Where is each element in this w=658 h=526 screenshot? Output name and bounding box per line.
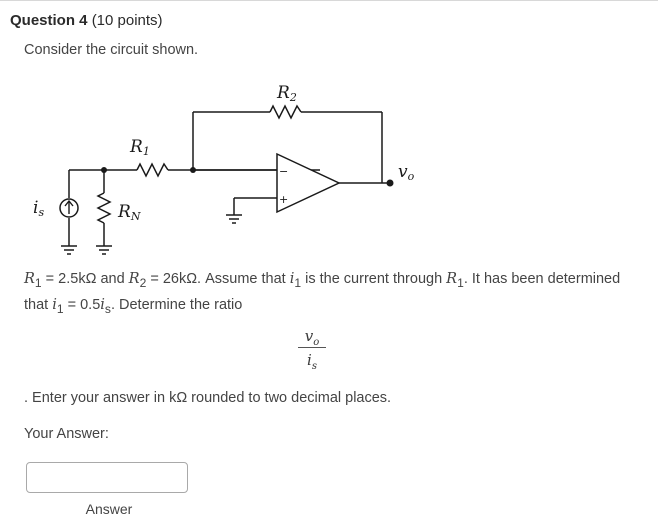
question-intro: Consider the circuit shown.	[24, 42, 199, 58]
problem-text: $R_1 = 2.5k\Omega$ and $R_2 = 26k\Omega$. Assume that $i_1$ is the current through $R_1$. It has been determined that $i_1 = 0.5i_s$. Determine the ratio	[24, 271, 621, 316]
resistor-r1	[137, 164, 168, 176]
op-amp-minus: −	[279, 165, 289, 178]
question-title	[10, 12, 163, 29]
ground-icon	[96, 246, 112, 254]
node-dot	[387, 180, 394, 187]
op-amp-plus: +	[279, 193, 289, 206]
circuit-diagram	[24, 80, 424, 260]
fraction-bar	[298, 347, 326, 348]
label-vo: vo	[398, 162, 415, 183]
resistor-rn	[98, 193, 110, 223]
ratio-denominator: $i_s$	[307, 351, 317, 372]
ratio-fraction	[298, 326, 326, 370]
ratio-numerator: $v_o$	[304, 327, 320, 348]
answer-instruction: . Enter your answer in kΩ rounded to two decimal places.	[24, 390, 392, 406]
ground-icon	[61, 246, 77, 254]
node-dot	[190, 167, 196, 173]
label-r2: R2	[277, 83, 297, 104]
ground-icon	[226, 215, 242, 223]
question-points: (10 points)	[91, 12, 163, 29]
label-is: is	[33, 198, 45, 219]
your-answer-label: Your Answer:	[24, 426, 109, 442]
question-number: Question 4	[10, 12, 88, 29]
answer-caption: Answer	[85, 501, 133, 517]
node-dot	[101, 167, 107, 173]
header-divider	[0, 0, 658, 1]
resistor-r2	[270, 106, 301, 118]
label-rn: RN	[118, 202, 141, 223]
label-r1: R1	[130, 137, 150, 158]
answer-input[interactable]	[26, 462, 188, 493]
